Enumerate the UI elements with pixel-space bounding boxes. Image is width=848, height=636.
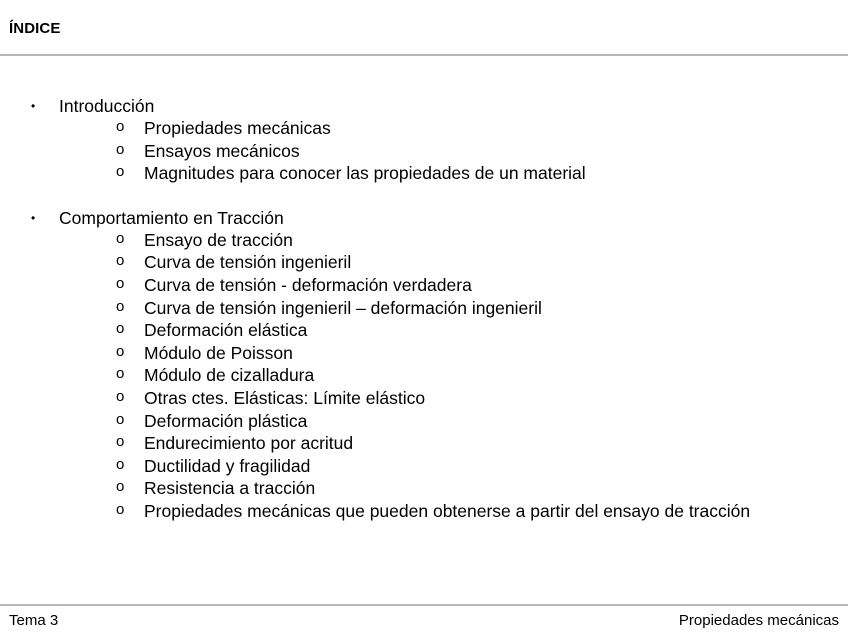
- list-item-level2: [0, 162, 848, 185]
- bullet-disc-icon: •: [31, 99, 36, 113]
- bullet-circle-icon: o: [116, 455, 125, 473]
- bullet-circle-icon: o: [116, 433, 125, 451]
- list-item-level2: [0, 117, 848, 140]
- index-content: [0, 95, 848, 523]
- subitem-label: Propiedades mecánicas: [144, 118, 331, 138]
- bullet-circle-icon: o: [116, 274, 125, 292]
- bullet-disc-icon: •: [31, 210, 36, 225]
- footer-divider: [0, 604, 848, 606]
- bullet-circle-icon: o: [116, 252, 125, 270]
- list-item-level2: [0, 387, 848, 410]
- list-item-level2: [0, 319, 848, 342]
- list-item-level2: [0, 251, 848, 274]
- list-item-level2: [0, 342, 848, 365]
- section-introduccion: [0, 95, 848, 185]
- page-title: ÍNDICE: [9, 20, 61, 37]
- subitem-label: Módulo de Poisson: [144, 342, 293, 363]
- subitem-label: Ensayo de tracción: [144, 229, 293, 250]
- list-item-level2: [0, 477, 848, 500]
- subitem-label: Magnitudes para conocer las propiedades de un material: [144, 163, 586, 184]
- section-heading: Introducción: [59, 96, 155, 116]
- footer-topic-number: Tema 3: [9, 612, 59, 629]
- bullet-circle-icon: o: [116, 342, 125, 360]
- subitem-label: Ensayos mecánicos: [144, 140, 300, 161]
- bullet-circle-icon: o: [116, 387, 125, 405]
- subitem-label: Módulo de cizalladura: [144, 365, 315, 386]
- bullet-circle-icon: o: [116, 140, 125, 158]
- list-item-level2: [0, 274, 848, 297]
- header-divider: [0, 54, 848, 56]
- bullet-circle-icon: o: [116, 478, 125, 496]
- bullet-circle-icon: o: [116, 365, 125, 383]
- subitem-label: Ductilidad y fragilidad: [144, 455, 311, 476]
- bullet-circle-icon: o: [116, 229, 125, 247]
- section-heading: Comportamiento en Tracción: [59, 207, 284, 228]
- list-item-level2: [0, 364, 848, 387]
- footer-topic-title: Propiedades mecánicas: [678, 612, 839, 629]
- section-comportamiento-traccion: [0, 207, 848, 523]
- subitem-label: Otras ctes. Elásticas: Límite elástico: [144, 387, 426, 408]
- list-item-level2: [0, 297, 848, 320]
- bullet-circle-icon: o: [116, 297, 125, 315]
- subitem-label: Curva de tensión ingenieril – deformación ingenieril: [144, 297, 542, 318]
- bullet-circle-icon: o: [116, 410, 125, 428]
- list-item-level2: [0, 432, 848, 455]
- bullet-circle-icon: o: [116, 118, 125, 135]
- bullet-circle-icon: o: [116, 500, 125, 518]
- list-item-level2: [0, 410, 848, 433]
- subitem-label: Resistencia a tracción: [144, 478, 316, 499]
- subitem-label: Curva de tensión - deformación verdadera: [144, 274, 472, 295]
- subitem-label: Endurecimiento por acritud: [144, 433, 354, 454]
- list-item-level2: [0, 229, 848, 252]
- bullet-circle-icon: o: [116, 320, 125, 338]
- list-item-level2: [0, 140, 848, 163]
- subitem-label: Curva de tensión ingenieril: [144, 252, 352, 273]
- bullet-circle-icon: o: [116, 163, 125, 181]
- subitem-label: Deformación plástica: [144, 410, 308, 431]
- list-item-level2: [0, 500, 848, 523]
- subitem-label: Propiedades mecánicas que pueden obtenerse a partir del ensayo de tracción: [144, 500, 751, 521]
- list-item-level2: [0, 455, 848, 478]
- list-item-level1: [0, 95, 848, 117]
- subitem-label: Deformación elástica: [144, 320, 308, 341]
- list-item-level1: [0, 207, 848, 229]
